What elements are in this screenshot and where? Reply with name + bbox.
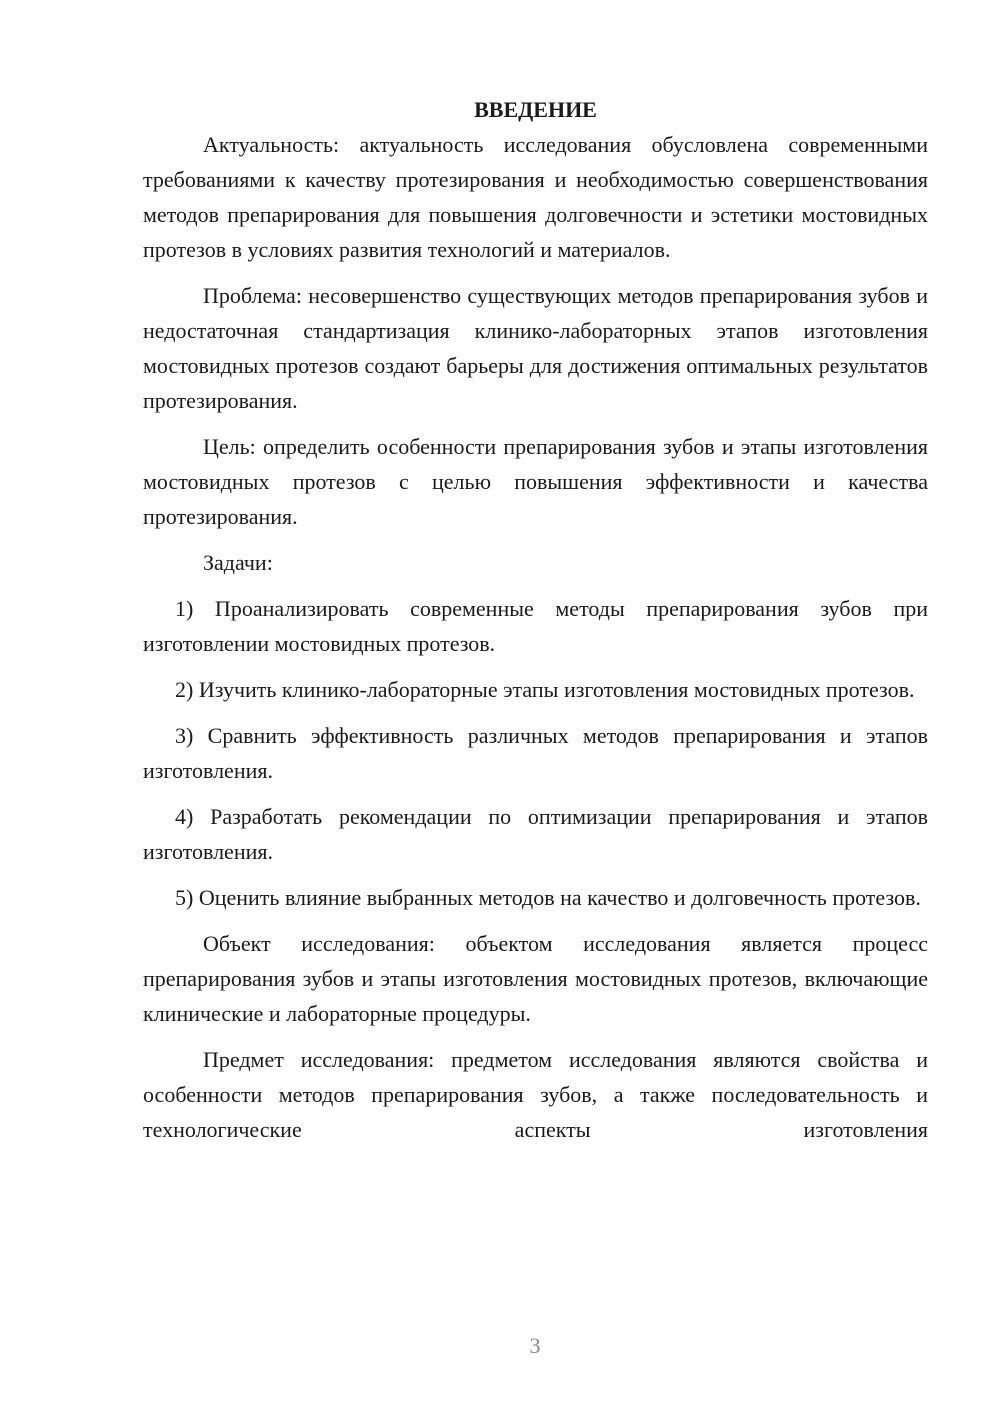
goal-paragraph: Цель: определить особенности препарирования зубов и этапы изготовления мостовидных протезов с целью повышения эффективности и качества протезирования. — [143, 434, 928, 529]
document-title: ВВЕДЕНИЕ — [474, 97, 597, 122]
task-item-3: 3) Сравнить эффективность различных методов препарирования и этапов изготовления. — [143, 723, 928, 783]
object-paragraph: Объект исследования: объектом исследования является процесс препарирования зубов и этапы изготовления мостовидных протезов, включающие клинические и лабораторные процедуры. — [143, 931, 928, 1026]
document-page — [143, 92, 928, 1158]
page-number: 3 — [529, 1333, 541, 1358]
task-item-1: 1) Проанализировать современные методы препарирования зубов при изготовлении мостовидных протезов. — [143, 596, 928, 656]
relevance-paragraph: Актуальность: актуальность исследования обусловлена современными требованиями к качеству протезирования и необходимостью совершенствования методов препарирования для повышения долговечности и эстетики мостовидных протезов в условиях развития технологий и материалов. — [143, 132, 928, 262]
task-item-5: 5) Оценить влияние выбранных методов на качество и долговечность протезов. — [175, 885, 921, 910]
task-item-4: 4) Разработать рекомендации по оптимизации препарирования и этапов изготовления. — [143, 804, 928, 864]
problem-paragraph: Проблема: несовершенство существующих методов препарирования зубов и недостаточная стандартизация клинико-лабораторных этапов изготовления мостовидных протезов создают барьеры для достижения оптимальных результатов протезирования. — [143, 283, 928, 413]
tasks-heading: Задачи: — [203, 550, 273, 575]
subject-paragraph: Предмет исследования: предметом исследования являются свойства и особенности методов препарирования зубов, а также последовательность и технологические аспекты изготовления — [143, 1047, 928, 1142]
task-item-2: 2) Изучить клинико-лабораторные этапы изготовления мостовидных протезов. — [175, 677, 915, 702]
